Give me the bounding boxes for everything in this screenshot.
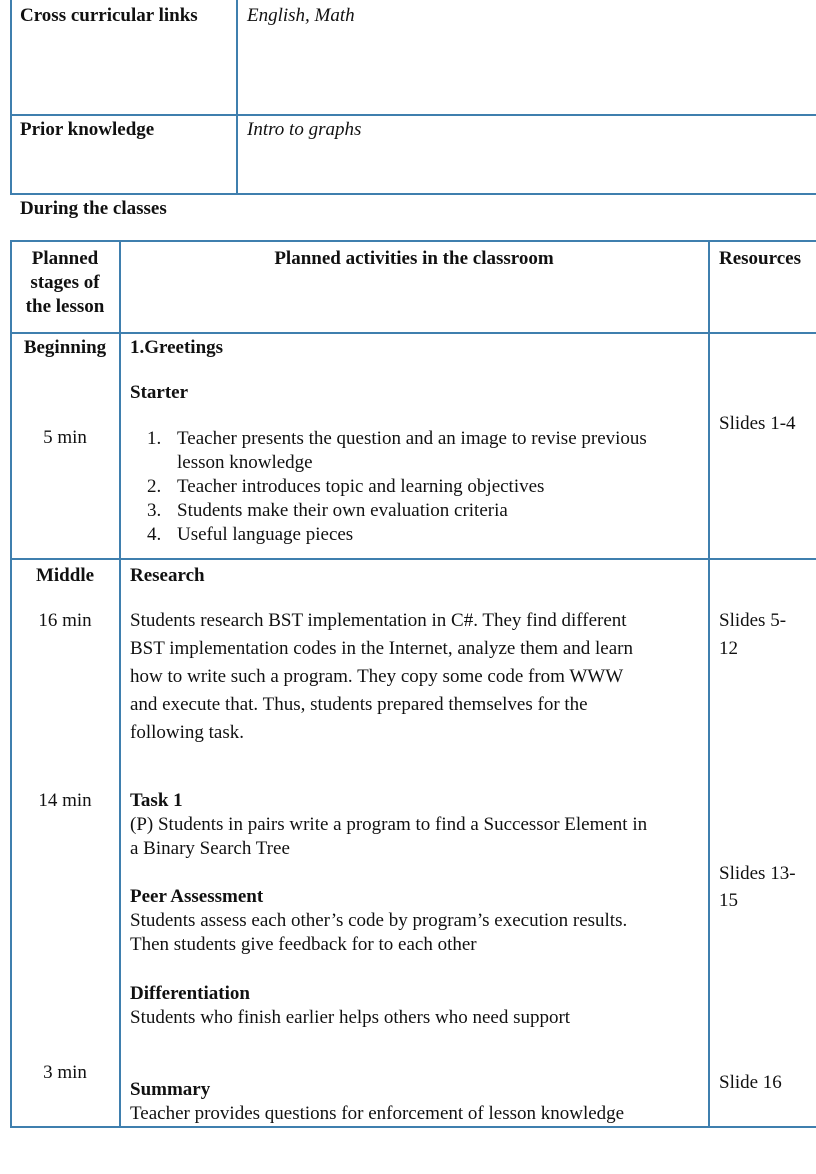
greetings-title: 1.Greetings [130, 337, 224, 358]
cross-curricular-label: Cross curricular links [20, 5, 198, 26]
task-resource-line-2: 15 [719, 890, 738, 911]
main-table-divider-2 [708, 240, 710, 1128]
prior-knowledge-label: Prior knowledge [20, 119, 155, 140]
peer-assessment-line: Then students give feedback for to each other [130, 934, 477, 955]
summary-time: 3 min [43, 1062, 87, 1083]
beginning-resource: Slides 1-4 [719, 413, 796, 434]
main-table-divider-1 [119, 240, 121, 1128]
header-stages-line-2: stages of [30, 272, 100, 293]
research-line: and execute that. Thus, students prepared themselves for the [130, 694, 588, 715]
header-resources: Resources [719, 248, 801, 269]
summary-line: Teacher provides questions for enforcement of lesson knowledge [130, 1103, 625, 1124]
research-line: how to write such a program. They copy some code from WWW [130, 666, 624, 687]
task-line: a Binary Search Tree [130, 838, 290, 859]
differentiation-title: Differentiation [130, 983, 250, 1004]
research-resource-line-2: 12 [719, 638, 738, 659]
list-item-number: 3. [147, 500, 162, 521]
list-item: lesson knowledge [177, 452, 313, 473]
research-resource-line-1: Slides 5- [719, 610, 787, 631]
list-item: Teacher introduces topic and learning objectives [177, 476, 545, 497]
list-item-number: 1. [147, 428, 162, 449]
summary-resource: Slide 16 [719, 1072, 782, 1093]
list-item-number: 4. [147, 524, 162, 545]
research-line: following task. [130, 722, 244, 743]
list-item: Useful language pieces [177, 524, 354, 545]
starter-title: Starter [130, 382, 189, 403]
peer-assessment-title: Peer Assessment [130, 886, 264, 907]
header-row-divider [10, 332, 816, 334]
list-item-number: 2. [147, 476, 162, 497]
research-line: Students research BST implementation in C#. They find different [130, 610, 627, 631]
header-activities: Planned activities in the classroom [274, 248, 554, 269]
top-table-column-divider [236, 0, 238, 195]
stage-middle: Middle [35, 565, 95, 586]
cross-curricular-value: English, Math [247, 5, 355, 26]
stage-beginning: Beginning [23, 337, 107, 358]
research-line: BST implementation codes in the Internet, analyze them and learn [130, 638, 633, 659]
header-stages-line-1: Planned [31, 248, 99, 269]
top-table-row-divider [10, 114, 816, 116]
task-time: 14 min [38, 790, 92, 811]
list-item: Teacher presents the question and an image to revise previous [177, 428, 647, 449]
research-title: Research [130, 565, 205, 586]
differentiation-line: Students who finish earlier helps others who need support [130, 1007, 571, 1028]
section-title: During the classes [20, 198, 167, 219]
list-item: Students make their own evaluation criteria [177, 500, 508, 521]
research-time: 16 min [38, 610, 92, 631]
top-table-border [10, 0, 816, 195]
task-line: (P) Students in pairs write a program to find a Successor Element in [130, 814, 648, 835]
summary-title: Summary [130, 1079, 211, 1100]
task-resource-line-1: Slides 13- [719, 863, 796, 884]
header-stages-line-3: the lesson [25, 296, 105, 317]
prior-knowledge-value: Intro to graphs [247, 119, 362, 140]
peer-assessment-line: Students assess each other’s code by program’s execution results. [130, 910, 628, 931]
beginning-time: 5 min [43, 427, 87, 448]
beginning-row-divider [10, 558, 816, 560]
task-title: Task 1 [130, 790, 183, 811]
